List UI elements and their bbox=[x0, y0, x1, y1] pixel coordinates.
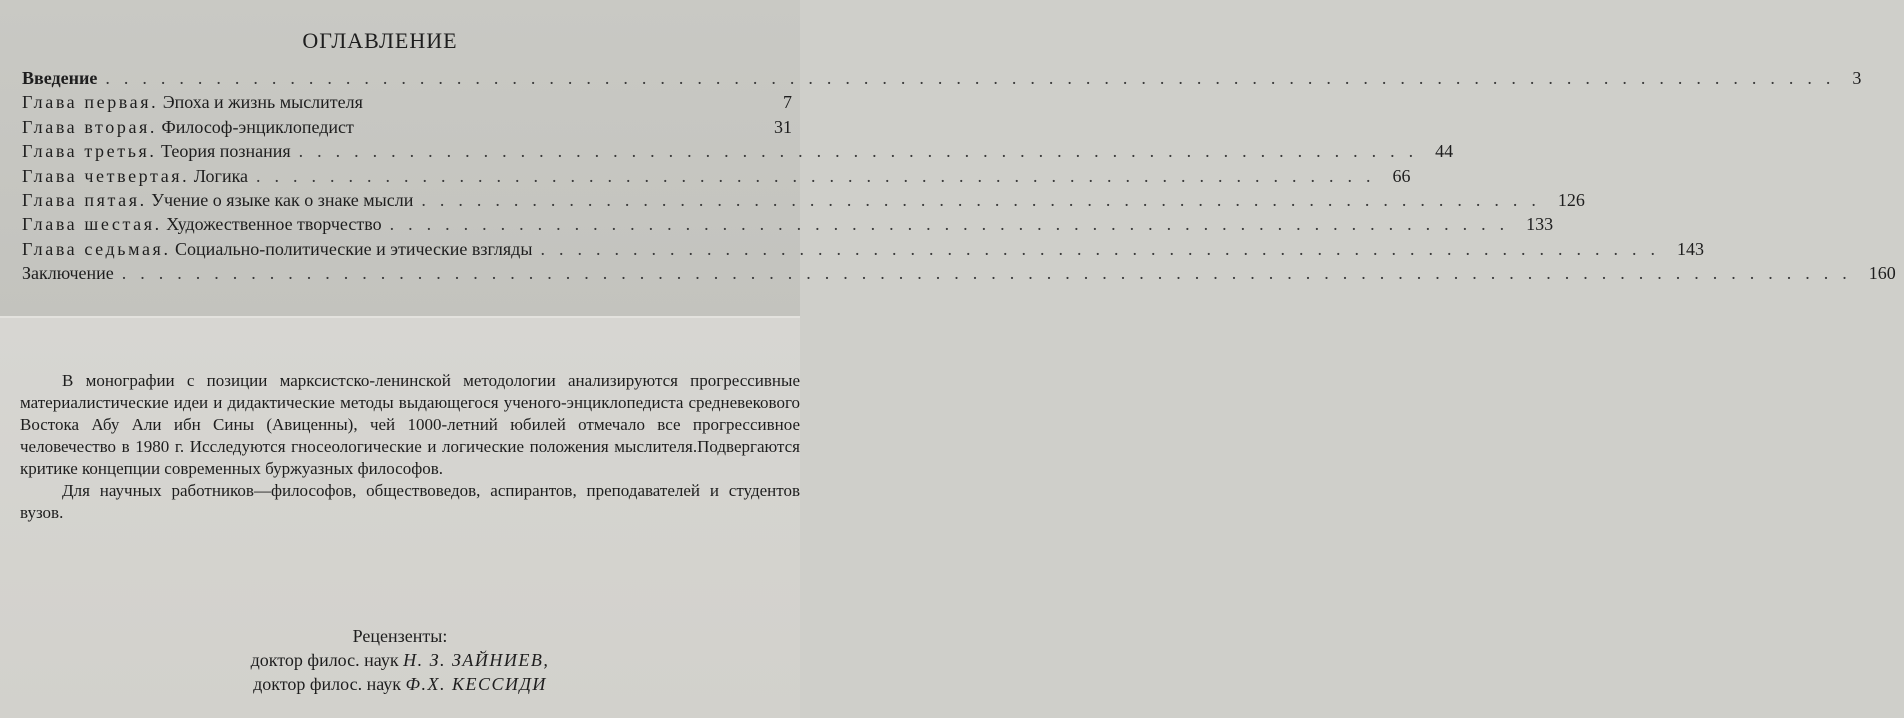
toc-leader-dots: ............................................................. bbox=[389, 214, 1519, 235]
toc-entry-chapter-5 bbox=[22, 189, 1585, 214]
toc-entry-label bbox=[22, 239, 532, 260]
toc-entry-label bbox=[22, 190, 413, 211]
toc-entry-label bbox=[22, 92, 363, 113]
toc-chapter-title: Эпоха и жизнь мыслителя bbox=[162, 92, 363, 113]
toc-leader-dots: ............................................................. bbox=[298, 141, 1428, 162]
reviewer-line bbox=[0, 648, 800, 672]
toc-entry-label: Заключение bbox=[22, 263, 114, 284]
toc-leader-dots: .............................................................................................. bbox=[105, 68, 1845, 88]
toc-chapter-number: Глава четвертая. bbox=[22, 165, 190, 186]
toc-entry-page: 7 bbox=[783, 92, 792, 113]
toc-leader-dots: ............................................................. bbox=[540, 238, 1669, 259]
reviewer-name: Н. З. ЗАЙНИЕВ, bbox=[403, 650, 550, 670]
toc-title: ОГЛАВЛЕНИЕ bbox=[302, 28, 458, 53]
toc-entry-page: 143 bbox=[1676, 238, 1704, 259]
toc-entry-introduction bbox=[22, 68, 1862, 92]
reviewer-degree: доктор филос. наук bbox=[250, 650, 399, 670]
toc-entry-page: 133 bbox=[1526, 214, 1554, 235]
toc-entry-page: 31 bbox=[774, 116, 792, 137]
toc-entry-page: 160 bbox=[1868, 263, 1896, 284]
toc-leader-dots: ............................................................. bbox=[256, 165, 1385, 186]
toc-chapter-title: Учение о языке как о знаке мысли bbox=[151, 189, 414, 210]
toc-chapter-title: Художественное творчество bbox=[166, 214, 382, 235]
annotation-paragraph: В монографии с позиции марксистско-ленинской методологии анализируются прогрессивные материалистические идеи и дидактические методы выдающегося ученого-энциклопедиста средневекового Востока Абу Али ибн Сины (Авиценны), чей 1000-летний юбилей отмечало все прогрессивное человечество в 1980 г. Исследуются гносеологические и логические положения мыслителя.Подвергаются критике концепции современных буржуазных философов. bbox=[20, 371, 800, 478]
toc-chapter-number: Глава шестая. bbox=[22, 214, 162, 235]
toc-entry-page: 3 bbox=[1852, 68, 1862, 88]
toc-chapter-title: Теория познания bbox=[161, 141, 291, 162]
toc-chapter-number: Глава седьмая. bbox=[22, 238, 171, 259]
toc-entry-chapter-6 bbox=[22, 214, 1554, 238]
toc-chapter-number: Глава вторая. bbox=[22, 116, 158, 137]
toc-chapter-number: Глава третья. bbox=[22, 141, 157, 162]
toc-entry-label bbox=[22, 117, 354, 138]
toc-list bbox=[22, 68, 1896, 288]
toc-leader-dots: ............................................................. bbox=[421, 189, 1550, 210]
toc-chapter-number: Глава первая. bbox=[22, 92, 159, 113]
toc-entry-page: 44 bbox=[1435, 141, 1454, 162]
reviewer-degree: доктор филос. наук bbox=[253, 674, 402, 694]
toc-entry-conclusion bbox=[22, 263, 1896, 287]
toc-chapter-title: Социально-политические и этические взгляды bbox=[175, 238, 533, 259]
toc-entry-chapter-4 bbox=[22, 165, 1411, 190]
toc-entry-page: 126 bbox=[1557, 189, 1585, 210]
toc-chapter-title: Логика bbox=[193, 165, 249, 186]
reviewers-block bbox=[0, 624, 800, 696]
toc-entry-chapter-1 bbox=[22, 92, 800, 116]
toc-entry-chapter-3 bbox=[22, 141, 1454, 165]
toc-entry-label bbox=[22, 214, 382, 235]
annotation-audience: Для научных работников—философов, обществоведов, аспирантов, преподавателей и студентов вузов. bbox=[20, 481, 800, 522]
toc-entry-chapter-7 bbox=[22, 238, 1704, 263]
toc-chapter-title: Философ-энциклопедист bbox=[161, 116, 354, 137]
toc-entry-label: Введение bbox=[22, 68, 98, 88]
toc-leader-dots: .............................................................................................. bbox=[121, 263, 1861, 284]
toc-entry-page: 66 bbox=[1392, 165, 1411, 186]
toc-entry-label bbox=[22, 166, 248, 187]
toc-chapter-number: Глава пятая. bbox=[22, 189, 147, 210]
reviewer-line bbox=[0, 672, 800, 696]
toc-entry-chapter-2 bbox=[22, 117, 800, 141]
toc-entry-label bbox=[22, 141, 291, 162]
book-annotation bbox=[20, 370, 800, 524]
reviewers-heading: Рецензенты: bbox=[352, 626, 448, 646]
reviewer-name: Ф.Х. КЕССИДИ bbox=[405, 674, 547, 694]
